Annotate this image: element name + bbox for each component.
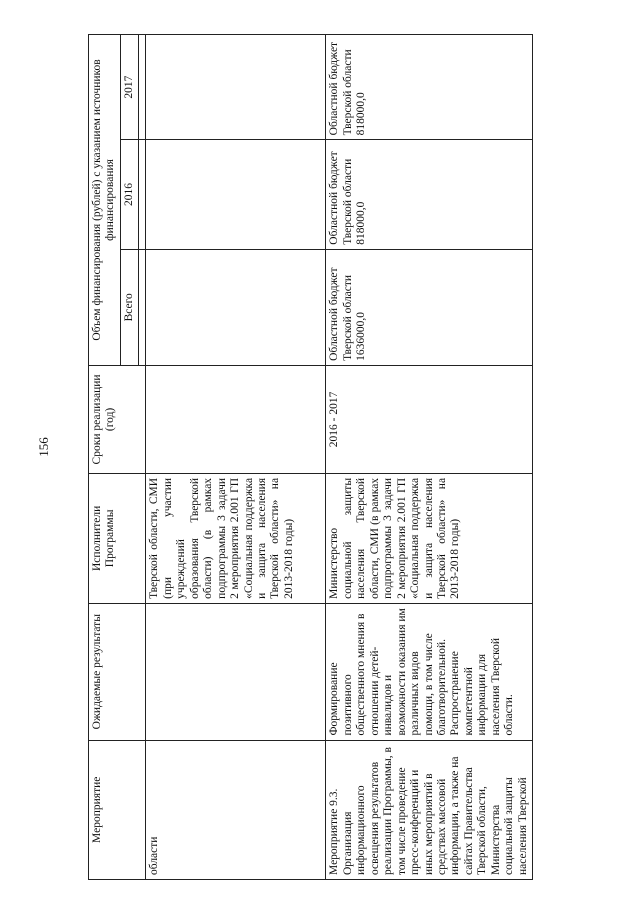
spacer-cell [139,35,146,140]
year-2017-cell: Областной бюджет Тверской области 818000,0 [326,35,533,140]
header-year-2017: 2017 [120,35,138,140]
term-cell [146,365,326,473]
year-2017-cell [146,35,326,140]
total-cell [146,249,326,365]
financing-table [88,34,533,880]
executors-cell: Тверской области, СМИ (при участии учреждений образования Тверской области) (в рамках подпрограммы 3 задачи 2 мероприятия 2.001 ГП «Социальная поддержка и защита населения Тверской области» на 2013-2018 годы) [146,473,326,603]
year-2016-cell: Областной бюджет Тверской области 818000,0 [326,140,533,249]
header-financing: Объем финансирования (рублей) с указанием источников финансирования [89,35,121,366]
header-term: Сроки реализации (год) [89,365,146,473]
results-cell: Формирование позитивного общественного мнения в отношении детей-инвалидов и возможности оказания им различных видов помощи, в том числе благотворительной. Распространение компетентной информации для населения Тверской области. [326,603,533,740]
header-executors: Исполнители Программы [89,473,146,603]
table-row [326,35,533,880]
header-row-1 [89,35,121,880]
header-year-2016: 2016 [120,140,138,249]
measure-cell: Мероприятие 9.3. Организация информационного освещения результатов реализации Программы, в том числе проведение пресс-конференций и иных мероприятий в средствах массовой информации, а также на сайтах Правительства Тверской области, Министерства социальной защиты населения Тверской [326,740,533,879]
header-results: Ожидаемые результаты [89,603,146,740]
spacer-cell [139,249,146,365]
executors-cell: Министерство социальной защиты населения Тверской области, СМИ (в рамках подпрограммы 3 задачи 2 мероприятия 2.001 ГП «Социальная поддержка и защита населения Тверской области» на 2013-2018 годы) [326,473,533,603]
measure-cell: области [146,740,326,879]
rotated-table-container [88,34,606,880]
header-total: Всего [120,249,138,365]
table-row [146,35,326,880]
spacer-cell [139,140,146,249]
page-number: 156 [36,437,51,457]
results-cell [146,603,326,740]
total-cell: Областной бюджет Тверской области 1636000,0 [326,249,533,365]
term-cell: 2016 - 2017 [326,365,533,473]
header-measure: Мероприятие [89,740,146,879]
year-2016-cell [146,140,326,249]
